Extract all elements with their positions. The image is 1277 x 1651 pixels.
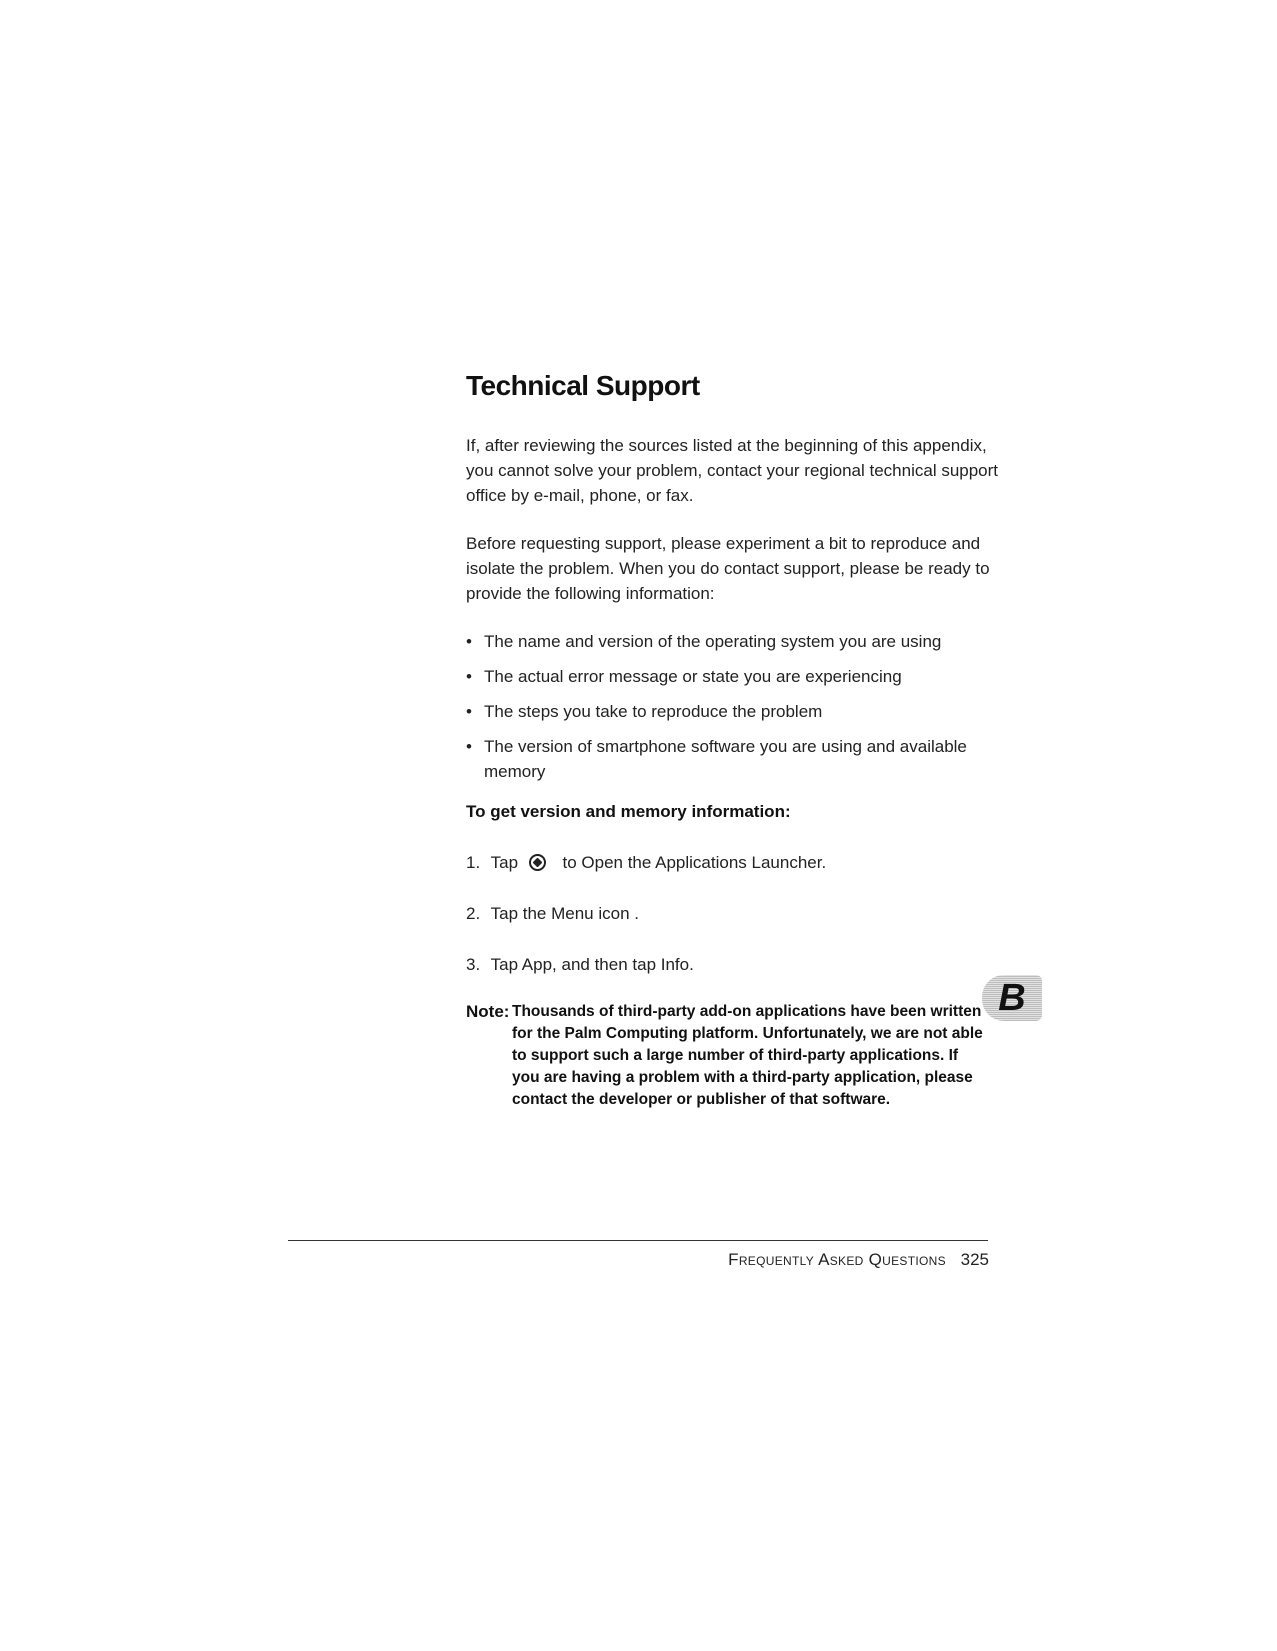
footer-divider [288,1240,988,1241]
list-item: • The actual error message or state you are experiencing [466,664,1006,689]
step-2 [466,901,1006,926]
list-item: • The name and version of the operating system you are using [466,629,1006,654]
note-label: Note: [466,1002,510,1021]
applications-launcher-icon [529,854,546,871]
step-text: Tap [490,853,519,872]
step-text: Tap App, and then tap Info. [490,955,694,974]
note-text: Thousands of third-party add-on applications have been written for the Palm Computing platform. Unfortunately, we are not able to support such a large number of third-party applications. If you are having a problem with a third-party application, please contact the developer or publisher of that software. [512,1003,983,1108]
step-text: Tap the Menu icon . [490,904,639,923]
list-item: • The steps you take to reproduce the problem [466,699,1006,724]
step-1 [466,850,1006,875]
step-number: 2. [466,904,481,923]
section-heading: Technical Support [466,370,700,401]
step-number: 3. [466,955,481,974]
procedure-heading: To get version and memory information: [466,802,791,821]
page-content [466,370,1006,1111]
footer-title: Frequently Asked Questions [728,1250,946,1269]
step-3 [466,952,1006,977]
page-footer [728,1250,989,1270]
step-text: to Open the Applications Launcher. [562,853,827,872]
intro-paragraph: If, after reviewing the sources listed at the beginning of this appendix, you cannot solve your problem, contact your regional technical support office by e-mail, phone, or fax. [466,436,999,505]
page-number: 325 [960,1250,989,1269]
appendix-tab [982,975,1042,1021]
appendix-letter: B [998,976,1026,1019]
list-item: • The version of smartphone software you are using and available memory [466,734,1006,784]
info-list [466,629,1006,784]
request-paragraph: Before requesting support, please experiment a bit to reproduce and isolate the problem. When you do contact support, please be ready to provide the following information: [466,534,990,603]
step-number: 1. [466,853,481,872]
note-block [466,1001,1006,1111]
